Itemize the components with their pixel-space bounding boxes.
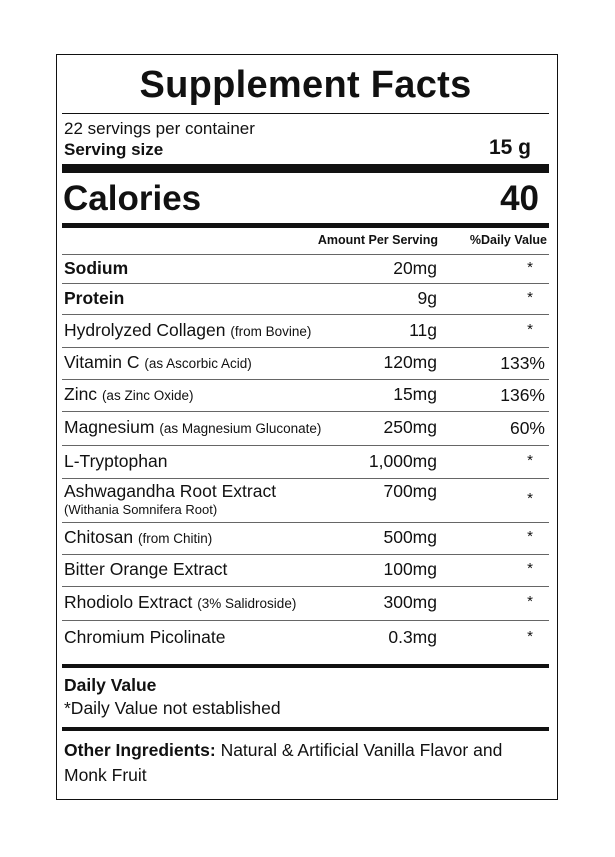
nutrient-name-text: Ashwagandha Root Extract [64, 481, 277, 501]
nutrient-name-text: Magnesium [64, 417, 155, 437]
nutrient-amount: 1,000mg [368, 450, 437, 471]
servings-per-container: 22 servings per container [64, 119, 255, 138]
serving-size-label: Serving size [64, 140, 164, 159]
nutrient-name [64, 258, 128, 279]
nutrient-daily-value: 136% [500, 385, 545, 405]
nutrient-name [64, 559, 227, 580]
panel-title: Supplement Facts [139, 64, 472, 106]
nutrient-row [62, 380, 549, 412]
nutrient-name-text: Rhodiolo Extract [64, 592, 193, 612]
calories-label: Calories [63, 179, 202, 218]
nutrient-daily-value: * [527, 288, 533, 306]
other-ingredients-label: Other Ingredients: [64, 740, 216, 760]
nutrient-row [62, 315, 549, 348]
nutrient-source-note: (as Ascorbic Acid) [144, 356, 252, 371]
nutrient-daily-value: * [527, 258, 533, 276]
nutrient-amount: 700mg [383, 481, 437, 501]
nutrient-amount: 9g [417, 287, 437, 308]
column-header-amount: Amount Per Serving [317, 233, 438, 247]
nutrient-name [64, 288, 124, 309]
nutrient-name-text: Sodium [64, 257, 129, 278]
nutrient-row [62, 587, 549, 621]
other-ingredients-text: Natural & Artificial Vanilla Flavor and Monk Fruit [64, 740, 503, 785]
nutrient-name [64, 481, 276, 502]
nutrient-source-note: (from Bovine) [230, 323, 312, 339]
nutrient-daily-value: 60% [509, 418, 545, 438]
nutrient-row [62, 621, 549, 657]
nutrient-name-text: Chitosan [64, 527, 134, 547]
nutrient-name-text: L-Tryptophan [64, 450, 168, 471]
nutrient-source-note: (as Magnesium Gluconate) [159, 421, 322, 436]
nutrient-amount: 250mg [383, 417, 437, 437]
nutrient-name [64, 451, 167, 472]
nutrient-amount: 20mg [393, 257, 437, 278]
nutrient-name [64, 320, 311, 341]
footer-divider [62, 727, 549, 731]
nutrient-amount: 500mg [383, 527, 437, 547]
nutrient-name-text: Hydrolyzed Collagen [64, 319, 226, 340]
nutrient-source-note: (Withania Somnifera Root) [64, 502, 218, 517]
serving-size-value: 15 g [488, 136, 531, 159]
nutrient-name-text: Zinc [64, 384, 98, 404]
nutrient-amount: 120mg [383, 352, 437, 372]
nutrient-row [62, 412, 549, 446]
nutrient-name-text: Vitamin C [64, 352, 140, 372]
nutrient-daily-value: * [527, 451, 533, 469]
nutrient-name-text: Chromium Picolinate [64, 627, 226, 647]
nutrient-amount: 11g [409, 319, 437, 340]
calories-divider [62, 223, 549, 228]
thick-divider [62, 164, 549, 173]
nutrient-row [62, 348, 549, 380]
column-header-daily-value: %Daily Value [469, 233, 547, 247]
nutrient-name [64, 627, 225, 648]
nutrient-daily-value: * [527, 490, 533, 507]
nutrient-name [64, 527, 212, 548]
nutrient-daily-value: * [527, 628, 533, 645]
daily-value-heading: Daily Value [64, 675, 157, 695]
nutrient-daily-value: * [527, 320, 533, 338]
nutrient-row [62, 479, 549, 523]
nutrient-amount: 100mg [383, 559, 437, 579]
nutrient-name [64, 417, 321, 438]
nutrient-row [62, 255, 549, 284]
supplement-facts-panel [56, 54, 558, 800]
nutrient-row [62, 284, 549, 315]
header-row-divider [62, 254, 549, 255]
nutrient-daily-value: * [527, 560, 533, 577]
nutrient-name [64, 592, 296, 613]
nutrient-source-note: (as Zinc Oxide) [101, 388, 194, 403]
nutrient-name [64, 352, 252, 373]
nutrient-name-text: Bitter Orange Extract [64, 559, 228, 579]
nutrient-amount: 15mg [393, 384, 437, 404]
daily-value-note: *Daily Value not established [64, 698, 281, 718]
nutrient-daily-value: * [527, 528, 533, 545]
nutrient-name [64, 384, 193, 405]
table-bottom-divider [62, 664, 549, 668]
nutrient-amount: 300mg [383, 592, 437, 612]
nutrient-daily-value: * [527, 593, 533, 610]
other-ingredients [64, 738, 547, 788]
nutrient-row [62, 555, 549, 587]
nutrient-source-note: (from Chitin) [137, 531, 213, 546]
nutrient-row [62, 523, 549, 555]
nutrient-amount: 0.3mg [388, 627, 437, 647]
nutrient-row [62, 446, 549, 479]
nutrient-source-note: (3% Salidroside) [197, 596, 297, 611]
title-divider [62, 113, 549, 114]
calories-value: 40 [500, 179, 539, 218]
nutrient-daily-value: 133% [500, 353, 545, 373]
nutrient-name-text: Protein [64, 287, 125, 308]
